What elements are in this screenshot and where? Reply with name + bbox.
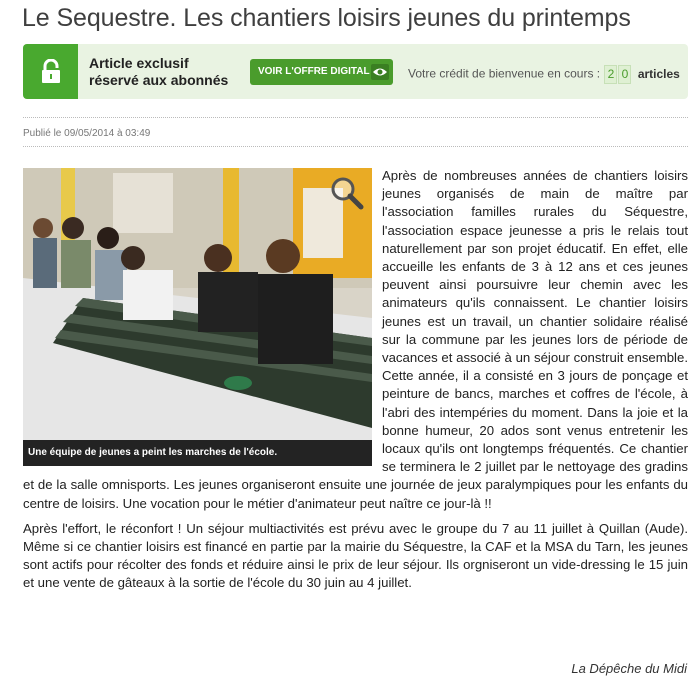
article-headline: Le Sequestre. Les chantiers loisirs jeunes du printemps — [22, 4, 631, 32]
exclusive-line-2: réservé aux abonnés — [89, 72, 229, 88]
lock-icon — [40, 59, 62, 84]
digital-offer-button[interactable] — [250, 59, 393, 85]
divider — [23, 146, 688, 147]
exclusive-notice — [89, 55, 228, 89]
divider — [23, 117, 688, 118]
welcome-credit — [408, 65, 680, 84]
article-body — [23, 167, 688, 600]
credit-unit: articles — [637, 66, 680, 81]
eye-icon — [371, 64, 389, 80]
exclusive-line-1: Article exclusif — [89, 55, 189, 71]
credit-digit: 0 — [618, 65, 631, 84]
paywall-banner — [23, 44, 688, 99]
article-paragraph: Après de nombreuses années de chantiers loisirs jeunes organisés de main de maître par l'association familles rurales du Séquestre, l'association espace jeunesse a pris le relais tout naturellement par son projet éducatif. En effet, elle accueille les enfants de 3 à 12 ans et ces jeunes peuvent ainsi poursuivre leur chemin avec les animateurs qu'ils connaissent. Le chantier loisirs jeunes est un travail, un chantier solidaire réalisé sur la commune par les jeunes lors de période de vacances et associé à un séjour construit ensemble. Cette année, il a consisté en 3 jours de ponçage et peinture de bancs, marches et coffres de l'école, à l'abri des intempéries du moment. Dans la joie et la bonne humeur, 20 ados sont venus entretenir les locaux qu'ils ont longtemps fréquentés. Ce chantier se terminera le 2 juillet par le nettoyage des gradins et de la salle omnisports. Les jeunes organiseront ensuite une journée de jeux paralympiques pour les enfants du centre de loisirs. Une vocation pour le métier d'animateur peut naître ce jour-là !! — [23, 168, 688, 511]
credit-text: Votre crédit de bienvenue en cours : — [408, 66, 601, 81]
photo-caption: Une équipe de jeunes a peint les marches de l'école. — [23, 440, 372, 466]
digital-offer-label: VOIR L'OFFRE DIGITAL — [258, 66, 370, 77]
publish-date: Publié le 09/05/2014 à 03:49 — [23, 128, 151, 139]
credit-digit: 2 — [604, 65, 617, 84]
article-source: La Dépêche du Midi — [571, 661, 687, 676]
article-paragraph: Après l'effort, le réconfort ! Un séjour multiactivités est prévu avec le groupe du 7 au 11 juillet à Quillan (Aude). Même si ce chantier loisirs est financé en partie par la mairie du Séquestre, la CAF et la MSA du Tarn, les jeunes sont actifs pour récolter des fonds et réduire ainsi le prix de leur séjour. Ils orgniseront un vide-dressing le 15 juin et une vente de gâteaux à la sortie de l'école du 30 juin au 4 juillet. — [23, 520, 688, 591]
photo-spacer — [23, 167, 382, 472]
lock-badge — [23, 44, 78, 99]
